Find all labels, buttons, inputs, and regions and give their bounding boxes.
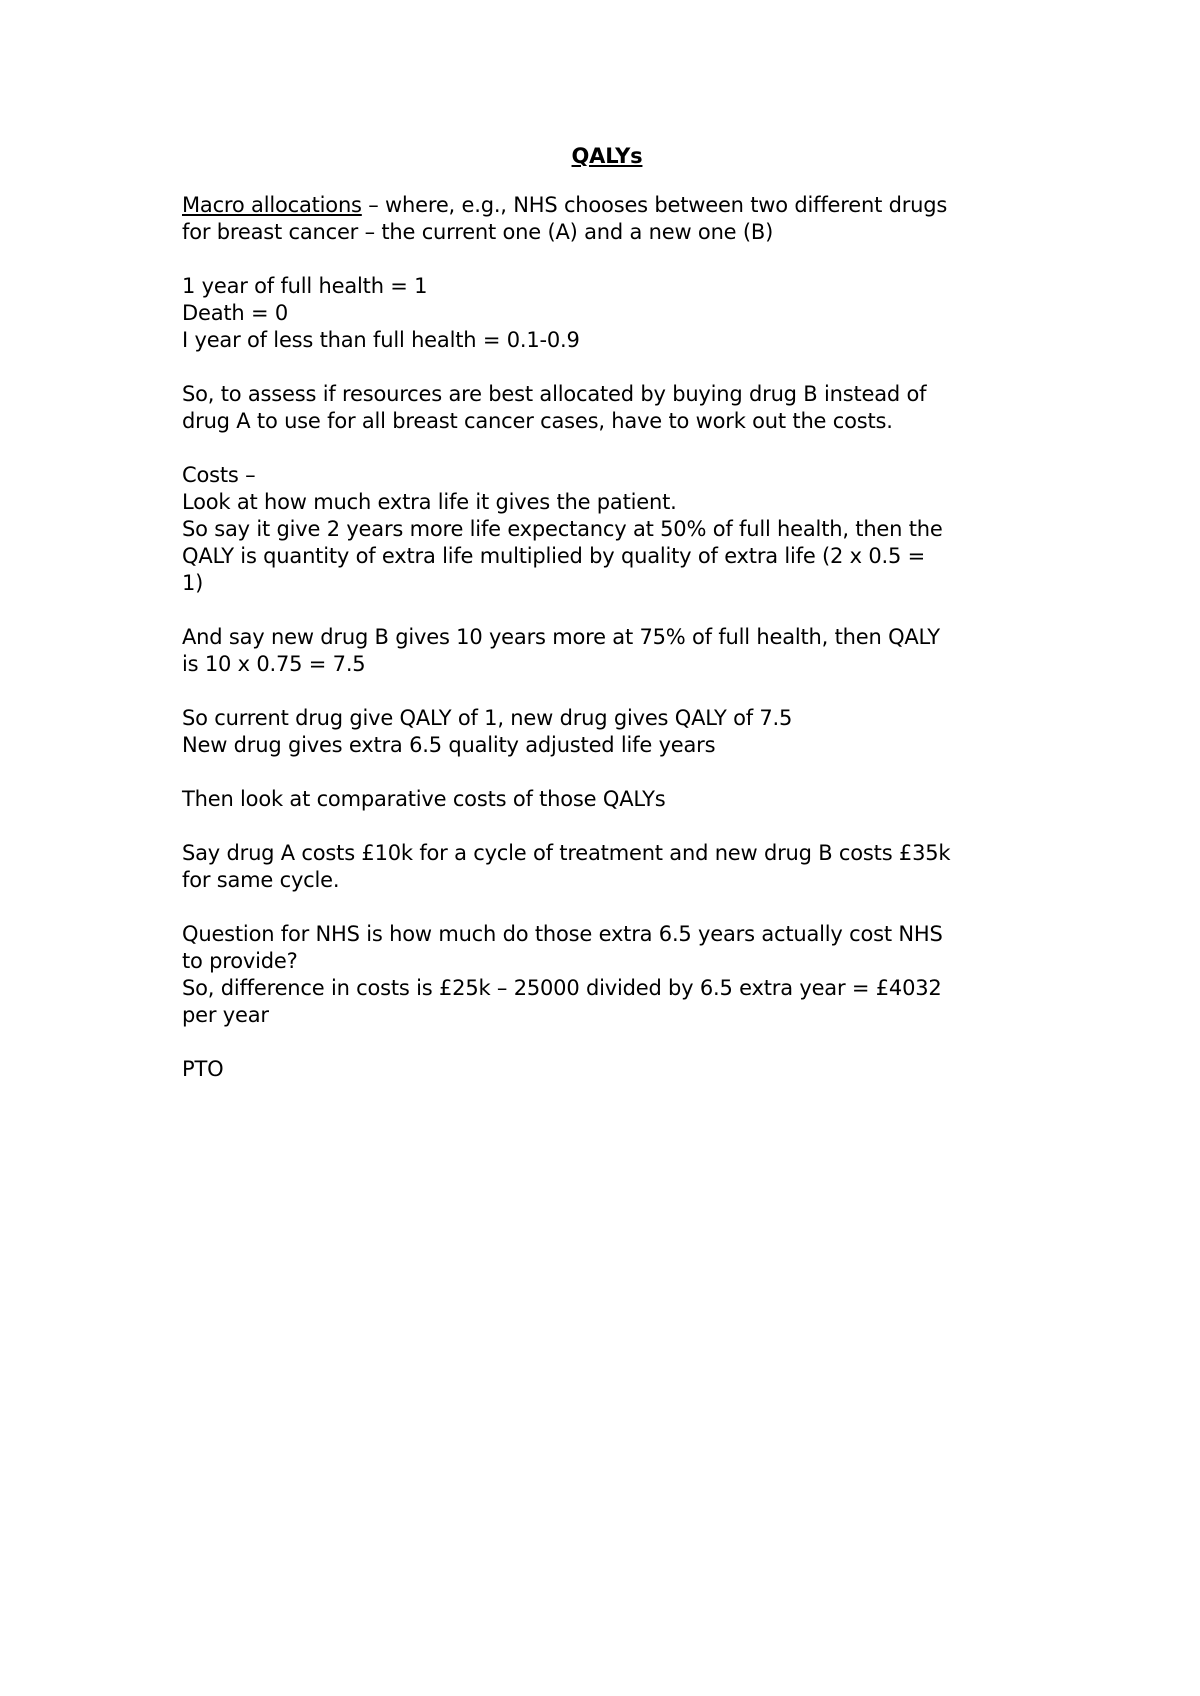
footer-pto: PTO (182, 1057, 224, 1081)
drug-b-line: is 10 x 0.75 = 7.5 (182, 652, 366, 676)
intro-line-2: for breast cancer – the current one (A) and a new one (B) (182, 220, 774, 244)
intro-line-1 (182, 192, 1032, 219)
scale-line: 1 year of full health = 1 (182, 274, 428, 298)
then-paragraph (182, 786, 1032, 813)
question-paragraph (182, 921, 1032, 1029)
compare-line: So current drug give QALY of 1, new drug gives QALY of 7.5 (182, 706, 793, 730)
prices-line: for same cycle. (182, 868, 340, 892)
intro-paragraph (182, 192, 1032, 246)
costs-paragraph (182, 462, 1032, 597)
costs-line: 1) (182, 571, 204, 595)
assess-paragraph (182, 381, 1032, 435)
costs-line: QALY is quantity of extra life multiplied by quality of extra life (2 x 0.5 = (182, 544, 926, 568)
compare-line: New drug gives extra 6.5 quality adjusted life years (182, 733, 716, 757)
intro-line-1-rest: – where, e.g., NHS chooses between two different drugs (361, 193, 948, 217)
scale-line: I year of less than full health = 0.1-0.9 (182, 328, 580, 352)
question-line: per year (182, 1003, 269, 1027)
question-line: Question for NHS is how much do those extra 6.5 years actually cost NHS (182, 922, 943, 946)
document-page (182, 143, 1032, 1110)
compare-paragraph (182, 705, 1032, 759)
costs-line: Costs – (182, 463, 256, 487)
question-line: So, difference in costs is £25k – 25000 divided by 6.5 extra year = £4032 (182, 976, 942, 1000)
costs-line: Look at how much extra life it gives the patient. (182, 490, 677, 514)
prices-paragraph (182, 840, 1032, 894)
assess-line: drug A to use for all breast cancer cases, have to work out the costs. (182, 409, 893, 433)
intro-heading: Macro allocations (182, 193, 362, 217)
costs-line: So say it give 2 years more life expectancy at 50% of full health, then the (182, 517, 943, 541)
drug-b-line: And say new drug B gives 10 years more at 75% of full health, then QALY (182, 625, 940, 649)
scale-paragraph (182, 273, 1032, 354)
drug-b-paragraph (182, 624, 1032, 678)
prices-line: Say drug A costs £10k for a cycle of treatment and new drug B costs £35k (182, 841, 951, 865)
document-title: QALYs (571, 144, 643, 168)
scale-line: Death = 0 (182, 301, 289, 325)
then-line: Then look at comparative costs of those QALYs (182, 787, 666, 811)
question-line: to provide? (182, 949, 298, 973)
assess-line: So, to assess if resources are best allocated by buying drug B instead of (182, 382, 927, 406)
